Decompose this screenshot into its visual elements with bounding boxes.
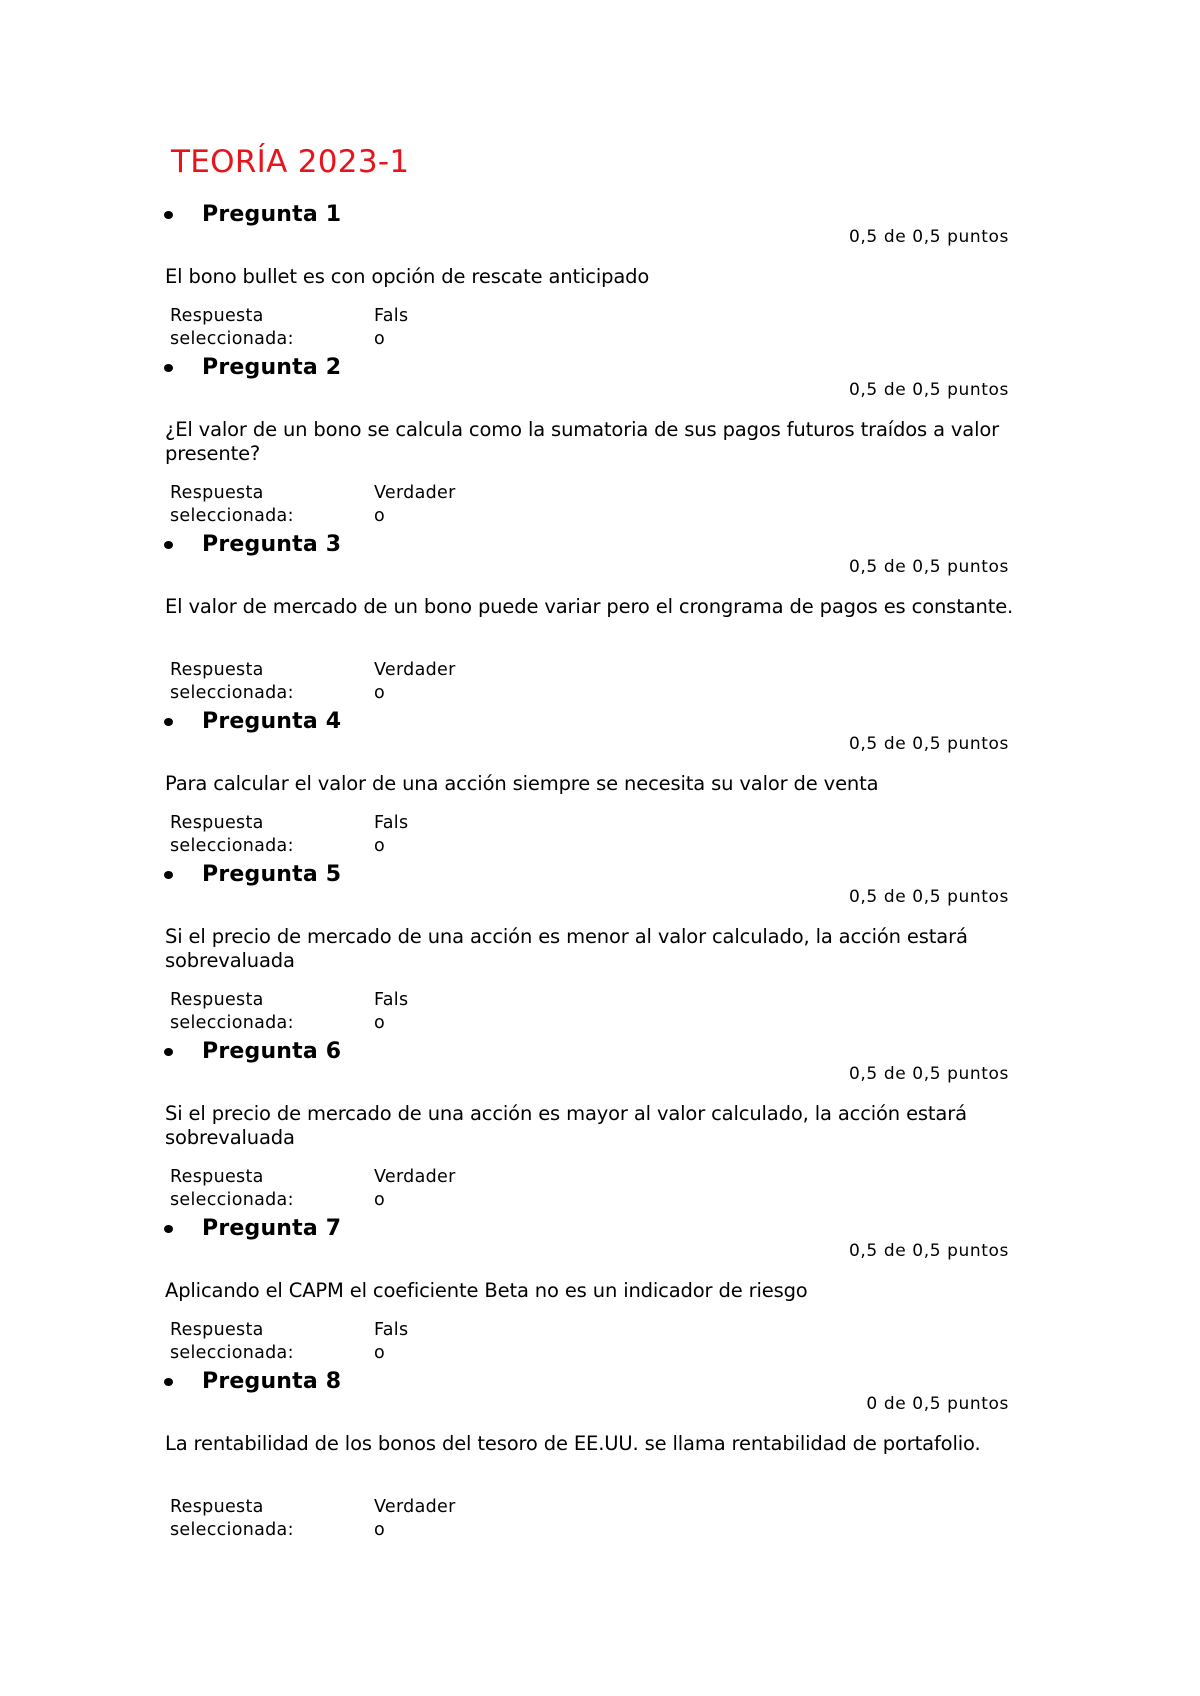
question-header bbox=[0, 859, 1200, 907]
question-score: 0,5 de 0,5 puntos bbox=[849, 557, 1009, 577]
answer-value: Verdadero bbox=[374, 1167, 456, 1210]
question-score: 0,5 de 0,5 puntos bbox=[849, 380, 1009, 400]
question-item bbox=[0, 529, 1200, 703]
question-score: 0,5 de 0,5 puntos bbox=[849, 1064, 1009, 1084]
question-title: Pregunta 6 bbox=[202, 1039, 342, 1064]
answer-label: Respuesta seleccionada: bbox=[170, 813, 294, 856]
question-title: Pregunta 4 bbox=[202, 709, 342, 734]
question-item bbox=[0, 1213, 1200, 1363]
question-title: Pregunta 5 bbox=[202, 862, 342, 887]
question-title: Pregunta 3 bbox=[202, 532, 342, 557]
question-title: Pregunta 1 bbox=[202, 202, 342, 227]
answer-value: Verdadero bbox=[374, 483, 456, 526]
question-header bbox=[0, 1036, 1200, 1084]
question-text: Aplicando el CAPM el coeficiente Beta no es un indicador de riesgo bbox=[165, 1279, 808, 1302]
question-score: 0,5 de 0,5 puntos bbox=[849, 227, 1009, 247]
answer-label: Respuesta seleccionada: bbox=[170, 1497, 294, 1540]
answer-value: Falso bbox=[374, 1320, 409, 1363]
question-header bbox=[0, 199, 1200, 247]
answer-label: Respuesta seleccionada: bbox=[170, 660, 294, 703]
question-item bbox=[0, 1366, 1200, 1540]
bullet-icon bbox=[164, 871, 173, 879]
bullet-icon bbox=[164, 1378, 173, 1386]
answer-value: Verdadero bbox=[374, 1497, 456, 1540]
bullet-icon bbox=[164, 1048, 173, 1056]
question-text: El bono bullet es con opción de rescate anticipado bbox=[165, 265, 650, 288]
page-title: TEORÍA 2023-1 bbox=[171, 144, 410, 180]
question-text: ¿El valor de un bono se calcula como la sumatoria de sus pagos futuros traídos a valor presente? bbox=[165, 418, 1000, 465]
answer-label: Respuesta seleccionada: bbox=[170, 1167, 294, 1210]
answer-label: Respuesta seleccionada: bbox=[170, 990, 294, 1033]
question-item bbox=[0, 199, 1200, 349]
question-header bbox=[0, 706, 1200, 754]
question-header bbox=[0, 352, 1200, 400]
question-title: Pregunta 2 bbox=[202, 355, 342, 380]
answer-value: Falso bbox=[374, 813, 409, 856]
question-item bbox=[0, 706, 1200, 856]
question-text: Para calcular el valor de una acción siempre se necesita su valor de venta bbox=[165, 772, 879, 795]
answer-label: Respuesta seleccionada: bbox=[170, 1320, 294, 1363]
question-title: Pregunta 7 bbox=[202, 1216, 342, 1241]
bullet-icon bbox=[164, 364, 173, 372]
bullet-icon bbox=[164, 211, 173, 219]
question-title: Pregunta 8 bbox=[202, 1369, 342, 1394]
question-score: 0,5 de 0,5 puntos bbox=[849, 887, 1009, 907]
question-score: 0,5 de 0,5 puntos bbox=[849, 1241, 1009, 1261]
question-item bbox=[0, 859, 1200, 1033]
bullet-icon bbox=[164, 1225, 173, 1233]
question-score: 0,5 de 0,5 puntos bbox=[849, 734, 1009, 754]
question-item bbox=[0, 352, 1200, 526]
bullet-icon bbox=[164, 718, 173, 726]
answer-value: Falso bbox=[374, 306, 409, 349]
question-text: Si el precio de mercado de una acción es menor al valor calculado, la acción estará sobrevaluada bbox=[165, 925, 968, 972]
question-text: La rentabilidad de los bonos del tesoro de EE.UU. se llama rentabilidad de portafolio. bbox=[165, 1432, 981, 1455]
answer-label: Respuesta seleccionada: bbox=[170, 483, 294, 526]
answer-label: Respuesta seleccionada: bbox=[170, 306, 294, 349]
question-item bbox=[0, 1036, 1200, 1210]
bullet-icon bbox=[164, 541, 173, 549]
question-score: 0 de 0,5 puntos bbox=[866, 1394, 1009, 1414]
question-text: Si el precio de mercado de una acción es mayor al valor calculado, la acción estará sobrevaluada bbox=[165, 1102, 967, 1149]
question-text: El valor de mercado de un bono puede variar pero el crongrama de pagos es constante. bbox=[165, 595, 1014, 618]
answer-value: Verdadero bbox=[374, 660, 456, 703]
question-header bbox=[0, 529, 1200, 577]
answer-value: Falso bbox=[374, 990, 409, 1033]
question-header bbox=[0, 1366, 1200, 1414]
question-header bbox=[0, 1213, 1200, 1261]
